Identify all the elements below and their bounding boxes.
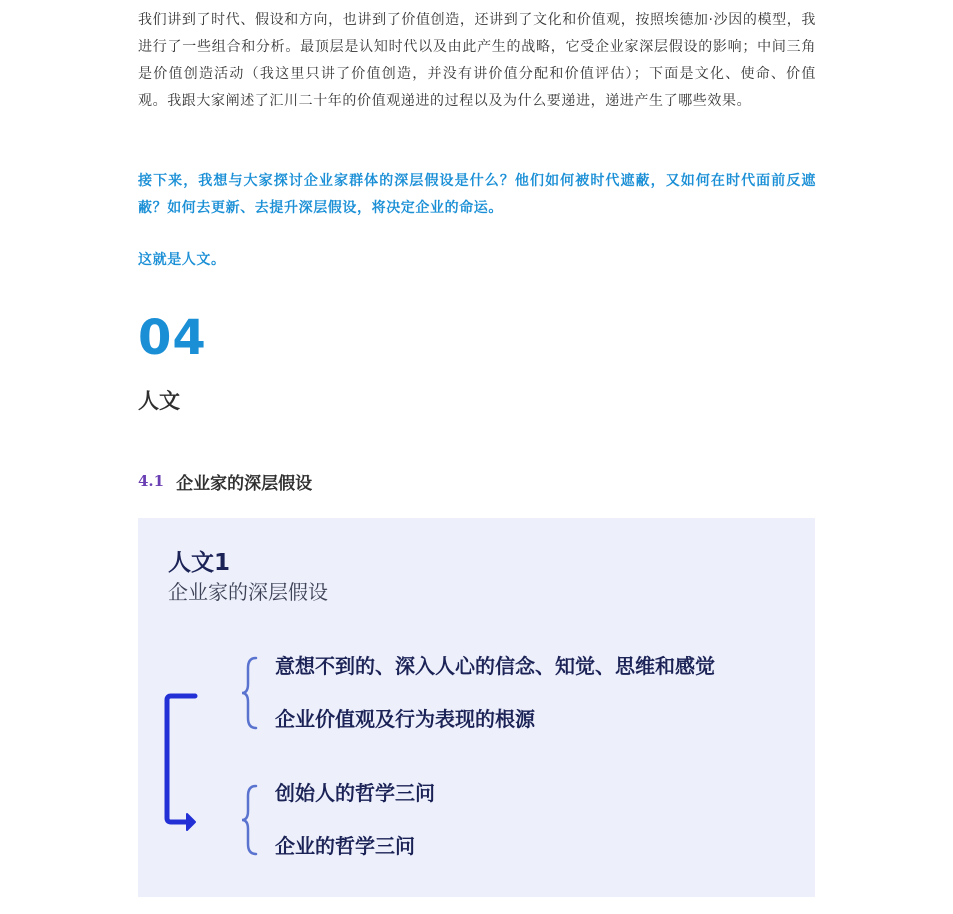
arrow-head-icon bbox=[187, 814, 195, 830]
subsection-number: 4.1 bbox=[138, 472, 165, 490]
slide-image bbox=[138, 518, 815, 897]
section-title: 人文 bbox=[138, 389, 180, 413]
slide-bullet-company-questions: 企业的哲学三问 bbox=[275, 834, 415, 858]
slide-bullet-founder-questions: 创始人的哲学三问 bbox=[275, 781, 435, 805]
curly-brace-top-icon bbox=[242, 658, 256, 728]
slide-subtitle: 企业家的深层假设 bbox=[168, 580, 328, 604]
short-paragraph: 这就是人文。 bbox=[138, 252, 226, 268]
curly-brace-bottom-icon bbox=[242, 786, 256, 854]
section-number: 04 bbox=[138, 310, 207, 366]
slide-bullet-values-root: 企业价值观及行为表现的根源 bbox=[275, 707, 535, 731]
slide-bullet-beliefs: 意想不到的、深入人心的信念、知觉、思维和感觉 bbox=[275, 654, 715, 678]
highlight-paragraph: 接下来，我想与大家探讨企业家群体的深层假设是什么？他们如何被时代遮蔽，又如何在时代面前反遮蔽？如何去更新、去提升深层假设，将决定企业的命运。 bbox=[138, 173, 816, 216]
intro-paragraph: 我们讲到了时代、假设和方向，也讲到了价值创造，还讲到了文化和价值观，按照埃德加·沙因的模型，我进行了一些组合和分析。最顶层是认知时代以及由此产生的战略，它受企业家深层假设的影响；中间三角是价值创造活动（我这里只讲了价值创造，并没有讲价值分配和价值评估）；下面是文化、使命、价值观。我跟大家阐述了汇川二十年的价值观递进的过程以及为什么要递进，递进产生了哪些效果。 bbox=[138, 12, 816, 109]
subsection-title: 企业家的深层假设 bbox=[176, 473, 313, 494]
large-bracket-icon bbox=[167, 696, 195, 822]
slide-title: 人文1 bbox=[168, 550, 231, 576]
subsection-heading bbox=[138, 467, 312, 495]
